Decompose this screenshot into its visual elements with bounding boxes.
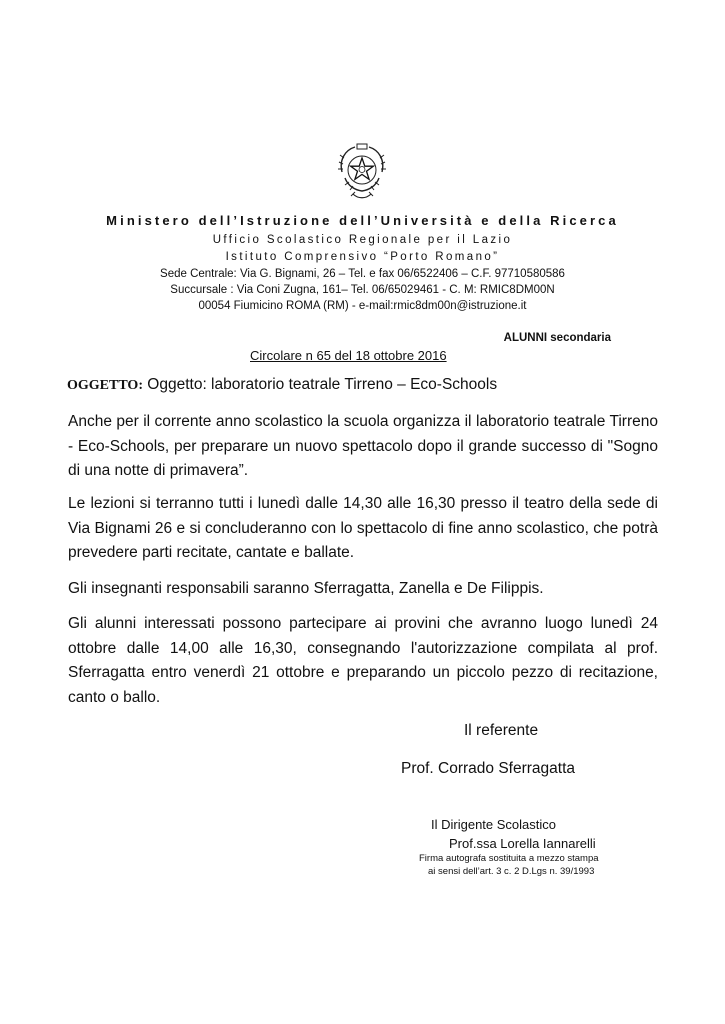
- regional-office: Ufficio Scolastico Regionale per il Lazio: [212, 234, 513, 246]
- signature-note: Firma autografa sostituita a mezzo stampa: [419, 853, 599, 864]
- subject-text: Oggetto: laboratorio teatrale Tirreno – Eco-Schools: [147, 376, 498, 393]
- ministry-name: Ministero dell’Istruzione dell’Università e della Ricerca: [106, 213, 619, 228]
- circular-number: Circolare n 65 del 18 ottobre 2016: [250, 348, 447, 363]
- address-branch: Succursale : Via Coni Zugna, 161– Tel. 06/65029461 - C. M: RMIC8DM00N: [170, 284, 555, 296]
- subject-line: [67, 376, 497, 394]
- body-paragraph: Gli alunni interessati possono partecipare ai provini che avranno luogo lunedì 24 ottobre dalle 14,00 alle 16,30, consegnando l'autorizzazione compilata al prof. Sferragatta entro venerdì 21 ottobre e preparando un piccolo pezzo di recitazione, canto o ballo.: [68, 615, 658, 706]
- institute-name: Istituto Comprensivo “Porto Romano”: [225, 251, 500, 263]
- principal-name: Prof.ssa Lorella Iannarelli: [449, 836, 596, 851]
- referent-name: Prof. Corrado Sferragatta: [401, 760, 576, 777]
- address-main-office: Sede Centrale: Via G. Bignami, 26 – Tel. e fax 06/6522406 – C.F. 97710580586: [160, 268, 565, 280]
- signature-note-legal: ai sensi dell’art. 3 c. 2 D.Lgs n. 39/1993: [428, 866, 595, 877]
- body-paragraph: Le lezioni si terranno tutti i lunedì dalle 14,30 alle 16,30 presso il teatro della sede di Via Bignami 26 e si concluderanno con lo spettacolo di fine anno scolastico, che potrà prevedere parti recitate, cantate e ballate.: [68, 495, 658, 561]
- italian-republic-emblem-icon: [333, 142, 391, 204]
- address-email: 00054 Fiumicino ROMA (RM) - e-mail:rmic8dm00n@istruzione.it: [198, 300, 527, 312]
- principal-label: Il Dirigente Scolastico: [431, 817, 556, 832]
- body-paragraph: Gli insegnanti responsabili saranno Sferragatta, Zanella e De Filippis.: [68, 580, 544, 597]
- body-paragraph: Anche per il corrente anno scolastico la scuola organizza il laboratorio teatrale Tirreno - Eco-Schools, per preparare un nuovo spettacolo dopo il grande successo di "Sogno di una notte di primavera”.: [68, 413, 658, 479]
- subject-lead: OGGETTO:: [67, 378, 143, 393]
- referent-label: Il referente: [464, 722, 539, 739]
- recipients: ALUNNI secondaria: [503, 332, 611, 344]
